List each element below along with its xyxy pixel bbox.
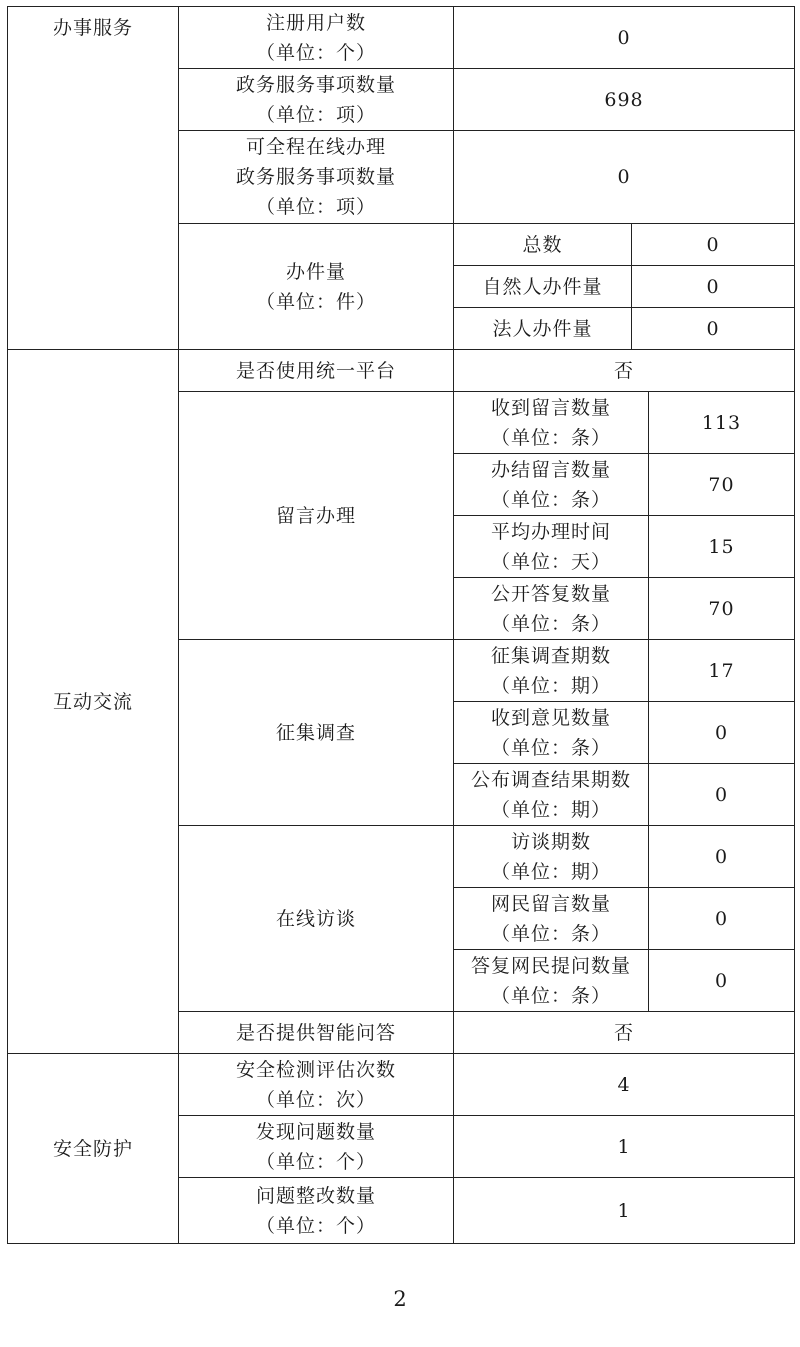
value-handled-natural: 0 — [632, 266, 795, 308]
category-security: 安全防护 — [8, 1054, 179, 1244]
value-unified-platform: 否 — [454, 350, 795, 392]
label-interview-periods: 访谈期数 （单位：期） — [454, 826, 649, 888]
label-handled-legal: 法人办件量 — [454, 308, 632, 350]
label-interview-netizen-msgs: 网民留言数量 （单位：条） — [454, 888, 649, 950]
label-registered-users: 注册用户数 （单位：个） — [179, 7, 454, 69]
label-messages-received: 收到留言数量 （单位：条） — [454, 392, 649, 454]
value-interview-periods: 0 — [649, 826, 795, 888]
value-interview-netizen-msgs: 0 — [649, 888, 795, 950]
value-messages-closed: 70 — [649, 454, 795, 516]
page-number: 2 — [393, 1287, 407, 1311]
value-messages-public-reply: 70 — [649, 578, 795, 640]
value-security-fixed: 1 — [454, 1178, 795, 1244]
label-interview-replies: 答复网民提问数量 （单位：条） — [454, 950, 649, 1012]
label-survey-periods: 征集调查期数 （单位：期） — [454, 640, 649, 702]
label-handled: 办件量 （单位：件） — [179, 224, 454, 350]
value-messages-avg-time: 15 — [649, 516, 795, 578]
label-security-fixed: 问题整改数量 （单位：个） — [179, 1178, 454, 1244]
table-row — [8, 350, 795, 392]
value-security-checks: 4 — [454, 1054, 795, 1116]
label-handled-total: 总数 — [454, 224, 632, 266]
value-security-issues: 1 — [454, 1116, 795, 1178]
label-messages-public-reply: 公开答复数量 （单位：条） — [454, 578, 649, 640]
value-service-items: 698 — [454, 69, 795, 131]
value-messages-received: 113 — [649, 392, 795, 454]
value-online-items: 0 — [454, 131, 795, 224]
value-handled-legal: 0 — [632, 308, 795, 350]
label-survey: 征集调查 — [179, 640, 454, 826]
statistics-table — [7, 6, 795, 1244]
value-handled-total: 0 — [632, 224, 795, 266]
label-unified-platform: 是否使用统一平台 — [179, 350, 454, 392]
label-service-items: 政务服务事项数量 （单位：项） — [179, 69, 454, 131]
label-survey-opinions: 收到意见数量 （单位：条） — [454, 702, 649, 764]
label-online-items: 可全程在线办理 政务服务事项数量 （单位：项） — [179, 131, 454, 224]
table-row — [8, 7, 795, 69]
label-survey-results: 公布调查结果期数 （单位：期） — [454, 764, 649, 826]
value-interview-replies: 0 — [649, 950, 795, 1012]
category-interaction: 互动交流 — [8, 350, 179, 1054]
value-survey-results: 0 — [649, 764, 795, 826]
label-smart-qa: 是否提供智能问答 — [179, 1012, 454, 1054]
label-handled-natural: 自然人办件量 — [454, 266, 632, 308]
table-row — [8, 1054, 795, 1116]
value-survey-opinions: 0 — [649, 702, 795, 764]
value-survey-periods: 17 — [649, 640, 795, 702]
label-interview: 在线访谈 — [179, 826, 454, 1012]
value-registered-users: 0 — [454, 7, 795, 69]
label-security-checks: 安全检测评估次数 （单位：次） — [179, 1054, 454, 1116]
label-messages-closed: 办结留言数量 （单位：条） — [454, 454, 649, 516]
label-security-issues: 发现问题数量 （单位：个） — [179, 1116, 454, 1178]
category-service: 办事服务 — [8, 7, 179, 350]
value-smart-qa: 否 — [454, 1012, 795, 1054]
label-messages: 留言办理 — [179, 392, 454, 640]
label-messages-avg-time: 平均办理时间 （单位：天） — [454, 516, 649, 578]
